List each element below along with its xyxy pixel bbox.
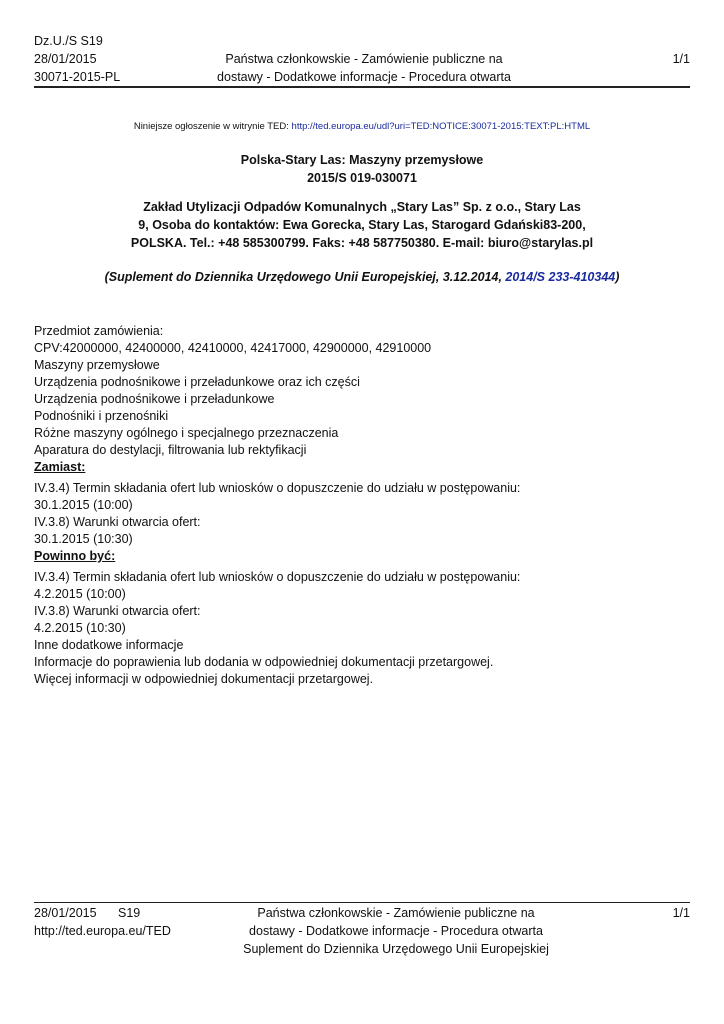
contracting-line-1: Zakład Utylizacji Odpadów Komunalnych „Stary Las” Sp. z o.o., Stary Las (143, 200, 581, 214)
ted-notice-line (34, 121, 690, 132)
should-be-line: Więcej informacji w odpowiedniej dokumentacji przetargowej. (34, 672, 374, 686)
supplement-reference (34, 270, 690, 284)
header-page-number: 1/1 (672, 52, 690, 66)
footer-code: S19 (118, 906, 141, 920)
contracting-line-3: POLSKA. Tel.: +48 585300799. Faks: +48 587750380. E-mail: biuro@starylas.pl (130, 236, 594, 250)
header-center (164, 50, 564, 86)
should-be-line: 4.2.2015 (10:30) (34, 621, 126, 635)
subject-line: Przedmiot zamówienia: (34, 324, 164, 338)
page-footer (34, 904, 690, 958)
contracting-authority (104, 198, 620, 252)
subject-line: Różne maszyny ogólnego i specjalnego przeznaczenia (34, 426, 339, 440)
footer-center-line-2: dostawy - Dodatkowe informacje - Procedura otwarta (249, 924, 543, 938)
instead-line: IV.3.8) Warunki otwarcia ofert: (34, 515, 201, 529)
should-be-line: Inne dodatkowe informacje (34, 638, 184, 652)
page-header (34, 32, 690, 88)
instead-heading: Zamiast: (34, 460, 86, 474)
footer-page-number: 1/1 (672, 906, 690, 920)
subject-line: Maszyny przemysłowe (34, 358, 160, 372)
notice-title (34, 151, 690, 187)
supplement-link[interactable]: 2014/S 233-410344 (505, 270, 616, 284)
header-center-line-2: dostawy - Dodatkowe informacje - Procedura otwarta (217, 70, 511, 84)
supplement-suffix: ) (615, 270, 620, 284)
notice-body (34, 323, 694, 688)
header-date: 28/01/2015 (34, 52, 97, 66)
header-center-line-1: Państwa członkowskie - Zamówienie publiczne na (225, 52, 503, 66)
header-left (34, 32, 120, 86)
supplement-prefix: (Suplement do Dziennika Urzędowego Unii Europejskiej, 3.12.2014, (104, 270, 506, 284)
notice-title-line-2: 2015/S 019-030071 (307, 171, 417, 185)
ted-notice-prefix: Niniejsze ogłoszenie w witrynie TED: (133, 121, 292, 132)
contracting-line-2: 9, Osoba do kontaktów: Ewa Gorecka, Stary Las, Starogard Gdański83-200, (138, 218, 586, 232)
should-be-line: Informacje do poprawienia lub dodania w odpowiedniej dokumentacji przetargowej. (34, 655, 494, 669)
subject-line: Urządzenia podnośnikowe i przeładunkowe oraz ich części (34, 375, 360, 389)
footer-divider (34, 902, 690, 903)
should-be-line: IV.3.4) Termin składania ofert lub wniosków o dopuszczenie do udziału w postępowaniu: (34, 570, 521, 584)
header-doc-ref: Dz.U./S S19 (34, 34, 103, 48)
footer-center (184, 904, 608, 958)
subject-line: Aparatura do destylacji, filtrowania lub rektyfikacji (34, 443, 307, 457)
footer-url: http://ted.europa.eu/TED (34, 924, 171, 938)
ted-notice-link[interactable]: http://ted.europa.eu/udl?uri=TED:NOTICE:30071-2015:TEXT:PL:HTML (291, 121, 591, 132)
subject-line: Podnośniki i przenośniki (34, 409, 169, 423)
header-divider (34, 86, 690, 88)
subject-line: Urządzenia podnośnikowe i przeładunkowe (34, 392, 275, 406)
subject-line: CPV:42000000, 42400000, 42410000, 42417000, 42900000, 42910000 (34, 341, 432, 355)
footer-date: 28/01/2015 (34, 906, 97, 920)
header-notice-number: 30071-2015-PL (34, 70, 121, 84)
notice-title-line-1: Polska-Stary Las: Maszyny przemysłowe (240, 153, 484, 167)
should-be-heading: Powinno być: (34, 549, 116, 563)
footer-center-line-1: Państwa członkowskie - Zamówienie publiczne na (257, 906, 535, 920)
footer-center-line-3: Suplement do Dziennika Urzędowego Unii Europejskiej (243, 942, 549, 956)
should-be-line: 4.2.2015 (10:00) (34, 587, 126, 601)
instead-line: IV.3.4) Termin składania ofert lub wniosków o dopuszczenie do udziału w postępowaniu: (34, 481, 521, 495)
instead-line: 30.1.2015 (10:00) (34, 498, 133, 512)
instead-line: 30.1.2015 (10:30) (34, 532, 133, 546)
should-be-line: IV.3.8) Warunki otwarcia ofert: (34, 604, 201, 618)
